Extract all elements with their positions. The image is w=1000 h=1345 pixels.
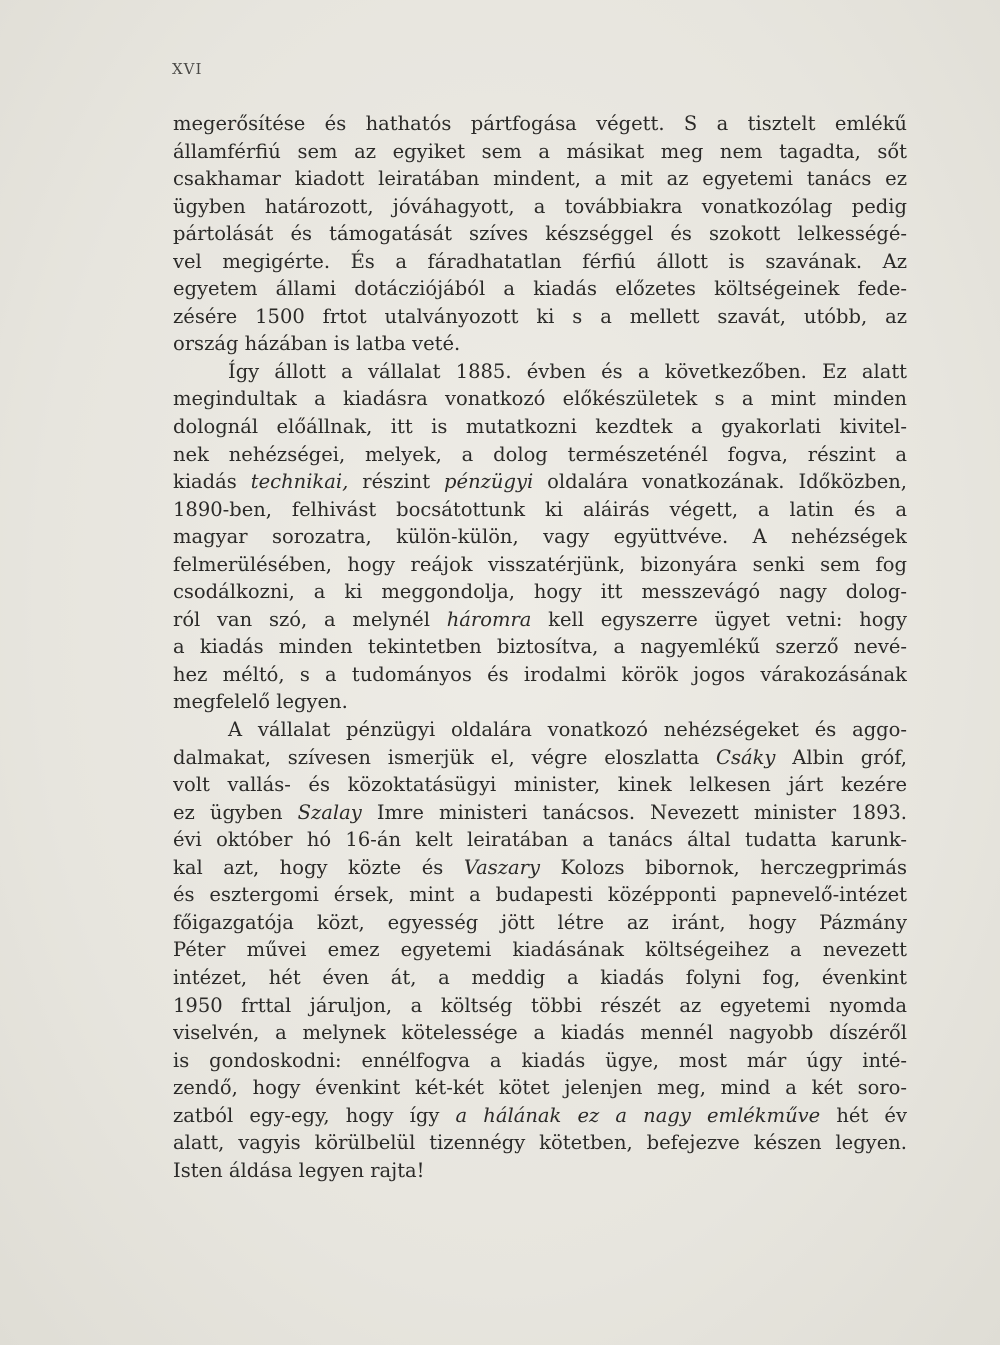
text-segment: dalmakat, szívesen ismerjük el, végre eloszlatta — [173, 745, 717, 769]
body-text — [173, 110, 907, 1184]
text-line — [173, 468, 907, 496]
text-segment: zatból egy-egy, hogy így — [173, 1103, 456, 1127]
text-line: is gondoskodni: ennélfogva a kiadás ügye, most már úgy inté- — [173, 1048, 907, 1072]
text-line: dolognál előállnak, itt is mutatkozni kezdtek a gyakorlati kivitel- — [173, 415, 907, 439]
text-line: zésére 1500 frtot utalványozott ki s a mellett szavát, utóbb, az — [173, 304, 907, 328]
text-line: Így állott a vállalat 1885. évben és a következőben. Ez alatt — [228, 359, 907, 383]
text-line — [173, 854, 907, 882]
italic-text: Vaszary — [463, 855, 540, 879]
italic-text: háromra — [446, 607, 532, 631]
text-segment: kal azt, hogy közte és — [173, 855, 464, 879]
text-line: alatt, vagyis körülbelül tizennégy kötetben, befejezve készen legyen. — [173, 1131, 907, 1155]
text-segment: ról van szó, a melynél — [173, 607, 447, 631]
italic-text: Szalay — [297, 800, 362, 824]
text-line: felmerülésében, hogy reájok visszatérjünk, bizonyára senki sem fog — [173, 552, 907, 576]
text-line — [173, 799, 907, 827]
text-line: viselvén, a melynek kötelessége a kiadás mennél nagyobb díszéről — [173, 1021, 907, 1045]
page-number: XVI — [172, 60, 203, 78]
text-line: megerősítése és hathatós pártfogása végett. S a tisztelt emlékű — [173, 112, 907, 135]
text-segment: Imre ministeri tanácsos. Nevezett minister 1893. — [361, 800, 907, 824]
text-segment: kiadás — [173, 470, 251, 494]
text-line: 1890-ben, felhivást bocsátottunk ki aláirás végett, a latin és a — [173, 497, 907, 521]
italic-text: a hálának ez a nagy emlékműve — [455, 1103, 821, 1127]
text-line: A vállalat pénzügyi oldalára vonatkozó nehézségeket és aggo- — [228, 718, 907, 742]
text-line: intézet, hét éven át, a meddig a kiadás folyni fog, évenkint — [173, 965, 907, 989]
italic-text: technikai, — [250, 470, 349, 494]
text-line: volt vallás- és közoktatásügyi minister, kinek lelkesen járt kezére — [173, 773, 907, 797]
text-line: hez méltó, s a tudományos és irodalmi körök jogos várakozásának — [173, 662, 907, 686]
text-line: magyar sorozatra, külön-külön, vagy együttvéve. A nehézségek — [173, 525, 907, 549]
text-line — [173, 744, 907, 772]
text-line: megindultak a kiadásra vonatkozó előkészületek s a mint minden — [173, 387, 907, 411]
text-line — [173, 606, 907, 634]
text-line: évi október hó 16-án kelt leiratában a tanács által tudatta karunk- — [173, 828, 907, 852]
text-line: főigazgatója közt, egyesség jött létre az iránt, hogy Pázmány — [173, 910, 907, 934]
text-segment: Kolozs bibornok, herczegprimás — [539, 855, 907, 879]
text-line: államférfiú sem az egyiket sem a másikat meg nem tagadta, sőt — [173, 139, 907, 163]
text-segment: ez ügyben — [173, 800, 298, 824]
text-line: vel megigérte. És a fáradhatatlan férfiú állott is szavának. Az — [173, 249, 907, 273]
text-line: csodálkozni, a ki meggondolja, hogy itt messzevágó nagy dolog- — [173, 580, 907, 604]
text-line: Péter művei emez egyetemi kiadásának költségeihez a nevezett — [173, 938, 907, 962]
text-line: nek nehézségei, melyek, a dolog természeténél fogva, részint a — [173, 442, 907, 466]
italic-text: pénzügyi — [444, 470, 534, 494]
text-segment: oldalára vonatkozának. Időközben, — [533, 470, 907, 494]
text-line: csakhamar kiadott leiratában mindent, a mit az egyetemi tanács ez — [173, 167, 907, 191]
italic-text: Csáky — [716, 745, 776, 769]
text-line: a kiadás minden tekintetben biztosítva, a nagyemlékű szerző nevé- — [173, 635, 907, 659]
text-line: zendő, hogy évenkint két-két kötet jelenjen meg, mind a két soro- — [173, 1076, 907, 1100]
text-segment: hét év — [820, 1103, 907, 1127]
text-line: pártolását és támogatását szíves készséggel és szokott lelkességé- — [173, 222, 907, 246]
text-line — [173, 1102, 907, 1130]
text-line: ügyben határozott, jóváhagyott, a továbbiakra vonatkozólag pedig — [173, 194, 907, 218]
text-line: Isten áldása legyen rajta! — [173, 1158, 425, 1182]
text-segment: Albin gróf, — [775, 745, 907, 769]
text-segment: kell egyszerre ügyet vetni: hogy — [531, 607, 907, 631]
text-line: egyetem állami dotácziójából a kiadás előzetes költségeinek fede- — [173, 277, 907, 301]
text-line: megfelelő legyen. — [173, 690, 348, 714]
text-line: ország házában is latba veté. — [173, 332, 461, 356]
text-line: és esztergomi érsek, mint a budapesti középponti papnevelő-intézet — [173, 883, 907, 907]
text-line: 1950 frttal járuljon, a költség többi részét az egyetemi nyomda — [173, 993, 907, 1017]
text-segment: részint — [348, 470, 445, 494]
